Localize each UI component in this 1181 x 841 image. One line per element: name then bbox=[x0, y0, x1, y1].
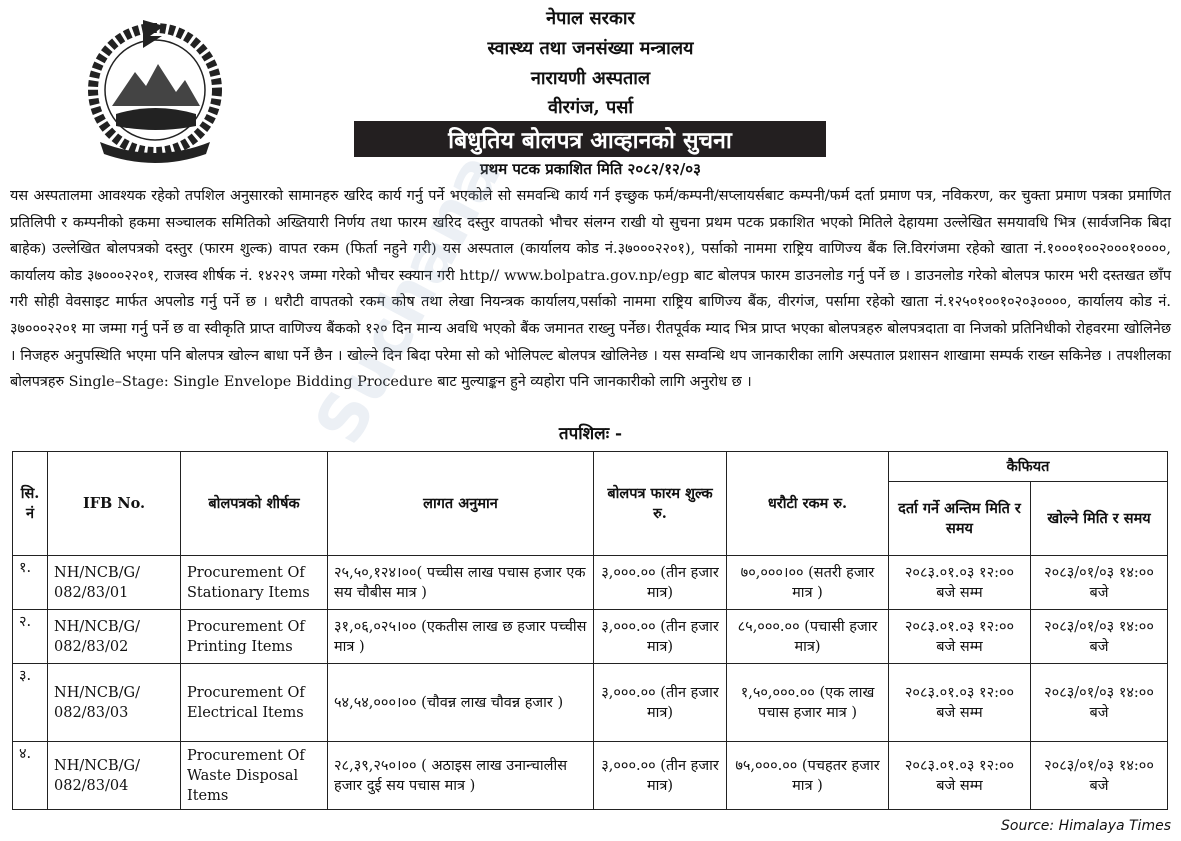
cell-title: Procurement Of Electrical Items bbox=[181, 664, 328, 742]
cell-opening: २०८३/०१/०३ १४:०० बजे bbox=[1031, 610, 1168, 664]
bid-details-table bbox=[12, 451, 1168, 810]
cell-sn: ४. bbox=[13, 742, 48, 810]
col-deposit: धरौटी रकम रु. bbox=[727, 452, 889, 556]
table-row bbox=[13, 742, 1168, 810]
cell-sn: ३. bbox=[13, 664, 48, 742]
cell-title: Procurement Of Printing Items bbox=[181, 610, 328, 664]
cell-fee: ३,०००.०० (तीन हजार मात्र) bbox=[594, 742, 727, 810]
cell-deposit: १,५०,०००.०० (एक लाख पचास हजार मात्र ) bbox=[727, 664, 889, 742]
watermark: Suchana bbox=[300, 140, 517, 457]
published-date: प्रथम पटक प्रकाशित मिति २०८२/१२/०३ bbox=[480, 160, 701, 178]
cell-deposit: ८५,०००.०० (पचासी हजार मात्र) bbox=[727, 610, 889, 664]
col-opening: खोल्ने मिति र समय bbox=[1031, 482, 1168, 556]
cell-sn: १. bbox=[13, 556, 48, 610]
table-row bbox=[13, 556, 1168, 610]
table-row bbox=[13, 664, 1168, 742]
col-remarks: कैफियत bbox=[889, 452, 1168, 482]
notice-body: यस अस्पतालमा आवश्यक रहेको तपशिल अनुसारको सामानहरु खरिद कार्य गर्नु पर्ने भएकोले सो समवन्धि कार्य गर्न इच्छुक फर्म/कम्पनी/सप्लायर्सबाट कम्पनी/फर्म दर्ता प्रमाण पत्र, नविकरण, कर चुक्ता प्रमाण पत्रका प्रमाणित प्रतिलिपी र कम्पनीको हकमा सञ्चालक समितिको अख्तियारी निर्णय तथा फारम खरिद दस्तुर वापतको भौचर संलग्न राखी यो सुचना प्रथम पटक प्रकाशित भएको मितिले देहायमा उल्लेखित समयावधि भित्र (सार्वजनिक बिदा बाहेक) उल्लेखित बोलपत्रको दस्तुर (फारम शुल्क) वापत रकम (फिर्ता नहुने गरी) यस अस्पताल (कार्यालय कोड नं.३७०००२२०१), पर्साको नाममा राष्ट्रिय वाणिज्य बैंक लि.विरगंजमा रहेको खाता नं.१०००१००२०००१००००, कार्यालय कोड ३७०००२२०१, राजस्व शीर्षक नं. १४२२९ जम्मा गरेको भौचर स्क्यान गरी http// www.bolpatra.gov.np/egp बाट बोलपत्र फारम डाउनलोड गर्नु पर्ने छ । डाउनलोड गरेको बोलपत्र फारम भरी दस्तखत छाँप गरी सोही वेवसाइट मार्फत अपलोड गर्नु पर्ने छ । धरौटी वापतको रकम कोष तथा लेखा नियन्त्रक कार्यालय,पर्साको नाममा राष्ट्रिय बाणिज्य बैंक, वीरगंज, पर्सामा रहेको खाता नं.१२५०१००१०२०३००००, कार्यालय कोड नं. ३७०००२२०१ मा जम्मा गर्नु पर्ने छ वा स्वीकृति प्राप्त वाणिज्य बैंकको १२० दिन मान्य अवधि भएको बैंक जमानत राख्नु पर्नेछ। रीतपूर्वक म्याद भित्र प्राप्त भएका बोलपत्रहरु बोलपत्रदाता वा निजको प्रतिनिधीको रोहवरमा खोलिनेछ । निजहरु अनुपस्थिति भएमा पनि बोलपत्र खोल्न बाधा पर्ने छैन । खोल्ने दिन बिदा परेमा सो को भोलिपल्ट बोलपत्र खोलिनेछ । यस सम्वन्धि थप जानकारीका लागि अस्पताल प्रशासन शाखामा सम्पर्क राख्न सकिनेछ । तपशीलका बोलपत्रहरु Single–Stage: Single Envelope Bidding Procedure बाट मुल्याङ्कन हुने व्यहोरा पनि जानकारीको लागि अनुरोध छ । bbox=[10, 188, 1171, 391]
cell-sn: २. bbox=[13, 610, 48, 664]
cell-fee: ३,०००.०० (तीन हजार मात्र) bbox=[594, 556, 727, 610]
cell-opening: २०८३/०१/०३ १४:०० बजे bbox=[1031, 742, 1168, 810]
col-sn: सि. नं bbox=[13, 452, 48, 556]
cell-title: Procurement Of Waste Disposal Items bbox=[181, 742, 328, 810]
cell-deposit: ७०,०००।०० (सतरी हजार मात्र ) bbox=[727, 556, 889, 610]
cell-deposit: ७५,०००.०० (पचहतर हजार मात्र ) bbox=[727, 742, 889, 810]
hospital-location: वीरगंज, पर्सा bbox=[547, 97, 634, 118]
col-fee: बोलपत्र फारम शुल्क रु. bbox=[594, 452, 727, 556]
ministry-name: स्वास्थ्य तथा जनसंख्या मन्त्रालय bbox=[487, 38, 694, 59]
source-credit: Source: Himalaya Times bbox=[1001, 818, 1171, 834]
cell-estimate: २५,५०,१२४।००( पच्चीस लाख पचास हजार एक सय चौबीस मात्र ) bbox=[328, 556, 594, 610]
cell-ifb: NH/NCB/G/ 082/83/03 bbox=[48, 664, 181, 742]
cell-deadline: २०८३.०१.०३ १२:०० बजे सम्म bbox=[889, 556, 1031, 610]
col-title: बोलपत्रको शीर्षक bbox=[181, 452, 328, 556]
cell-estimate: २८,३९,२५०।०० ( अठाइस लाख उनान्चालीस हजार दुई सय पचास मात्र ) bbox=[328, 742, 594, 810]
cell-fee: ३,०००.०० (तीन हजार मात्र) bbox=[594, 664, 727, 742]
cell-deadline: २०८३.०१.०३ १२:०० बजे सम्म bbox=[889, 742, 1031, 810]
col-deadline: दर्ता गर्ने अन्तिम मिति र समय bbox=[889, 482, 1031, 556]
cell-title: Procurement Of Stationary Items bbox=[181, 556, 328, 610]
cell-opening: २०८३/०१/०३ १४:०० बजे bbox=[1031, 664, 1168, 742]
hospital-name: नारायणी अस्पताल bbox=[530, 68, 651, 89]
cell-ifb: NH/NCB/G/ 082/83/01 bbox=[48, 556, 181, 610]
col-ifb: IFB No. bbox=[48, 452, 181, 556]
cell-ifb: NH/NCB/G/ 082/83/02 bbox=[48, 610, 181, 664]
table-row bbox=[13, 610, 1168, 664]
cell-deadline: २०८३.०१.०३ १२:०० बजे सम्म bbox=[889, 664, 1031, 742]
cell-estimate: ५४,५४,०००।०० (चौवन्न लाख चौवन्न हजार ) bbox=[328, 664, 594, 742]
cell-opening: २०८३/०१/०३ १४:०० बजे bbox=[1031, 556, 1168, 610]
cell-ifb: NH/NCB/G/ 082/83/04 bbox=[48, 742, 181, 810]
notice-title-banner bbox=[354, 121, 826, 157]
cell-deadline: २०८३.०१.०३ १२:०० बजे सम्म bbox=[889, 610, 1031, 664]
col-estimate: लागत अनुमान bbox=[328, 452, 594, 556]
govt-name: नेपाल सरकार bbox=[546, 8, 635, 29]
notice-title: बिधुतिय बोलपत्र आव्हानको सुचना bbox=[448, 127, 732, 154]
cell-estimate: ३१,०६,०२५।०० (एकतीस लाख छ हजार पच्चीस मात्र ) bbox=[328, 610, 594, 664]
details-label: तपशिलः - bbox=[558, 424, 623, 444]
cell-fee: ३,०००.०० (तीन हजार मात्र) bbox=[594, 610, 727, 664]
